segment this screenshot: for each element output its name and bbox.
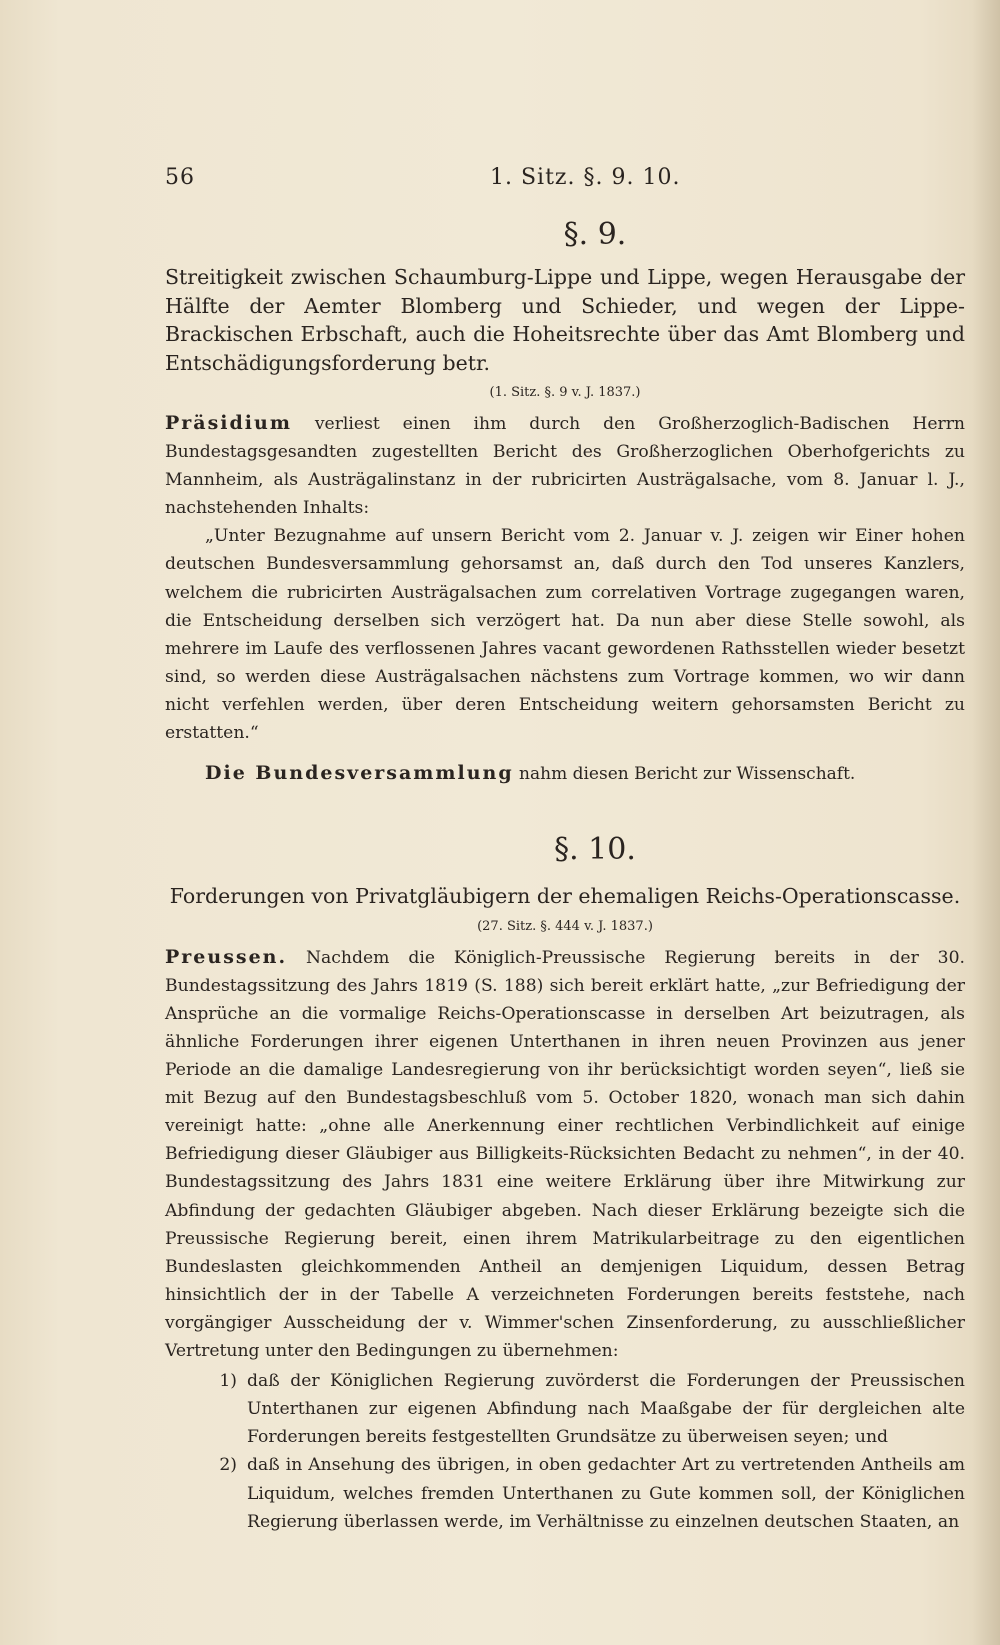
section-10-heading: §. 10. <box>554 832 636 868</box>
section-10-body <box>165 943 965 1365</box>
section-9-intro <box>165 409 965 522</box>
section-9-subject: Streitigkeit zwischen Schaumburg-Lippe und Lippe, wegen Herausgabe der Hälfte der Aemter Blomberg und Schieder, und wegen der Lippe-Brackischen Erbschaft, auch die Hoheitsrechte über das Amt Blomberg und Entschädigungsforderung betr. <box>165 265 965 375</box>
page-content <box>165 205 965 1536</box>
list-item <box>165 1451 965 1535</box>
section-9-result-text: nahm diesen Bericht zur Wissenschaft. <box>519 764 856 785</box>
section-9-heading: §. 9. <box>563 217 627 252</box>
section-9-reference: (1. Sitz. §. 9 v. J. 1837.) <box>489 385 641 400</box>
section-10-reference: (27. Sitz. §. 444 v. J. 1837.) <box>477 918 653 934</box>
running-title: 1. Sitz. §. 9. 10. <box>490 165 681 190</box>
section-9-quote: „Unter Bezugnahme auf unsern Bericht vom 2. Januar v. J. zeigen wir Einer hohen deutschen Bundesversammlung gehorsamst an, daß durch den Tod unseres Kanzlers, welchem die rubricirten Austrägalsachen zum correlativen Vortrage zugegangen waren, die Entscheidung derselben sich verzögert hat. Da nun aber diese Stelle sowohl, als mehrere im Laufe des verflossenen Jahres vacant gewordenen Rathsstellen wieder besetzt sind, so werden diese Austrägalsachen nächstens zum Vortrage kommen, wo wir dann nicht verfehlen werden, über deren Entscheidung weitern gehorsamsten Bericht zu erstatten.“ <box>165 526 965 744</box>
section-10-body-text: Nachdem die Königlich-Preussische Regierung bereits in der 30. Bundestagssitzung des Jahrs 1819 (S. 188) sich bereit erklärt hatte, „zur Befriedigung der Ansprüche an die vormalige Reichs-Operationscasse in derselben Art beizutragen, als ähnliche Forderungen ihrer eigenen Unterthanen in ihren neuen Provinzen aus jener Periode an die damalige Landesregierung von ihr berücksichtigt worden seyen“, ließ sie mit Bezug auf den Bundestagsbeschluß vom 5. October 1820, wonach man sich dahin vereinigt hatte: „ohne alle Anerkennung einer rechtlichen Verbindlichkeit auf einige Befriedigung dieser Gläubiger aus Billigkeits-Rücksichten Bedacht zu nehmen“, in der 40. Bundestagssitzung des Jahrs 1831 eine weitere Erklärung über ihre Mitwirkung zur Abfindung der gedachten Gläubiger abgeben. Nach dieser Erklärung bezeigte sich die Preussische Regierung bereit, einen ihrem Matrikularbeitrage zu den eigentlichen Bundeslasten gleichkommenden Antheil an demjenigen Liquidum, dessen Betrag hinsichtlich der in der Tabelle A verzeichneten Forderungen bereits feststehe, nach vorgängiger Ausscheidung der v. Wimmer'schen Zinsenforderung, zu ausschließlicher Vertretung unter den Bedingungen zu übernehmen: <box>165 947 965 1362</box>
conditions-list <box>165 1367 965 1536</box>
section-9-result <box>165 759 965 788</box>
speaker-bundesversammlung: Die Bundesversammlung <box>205 762 514 785</box>
page-number: 56 <box>165 165 195 190</box>
list-item-text: daß der Königlichen Regierung zuvörderst die Forderungen der Preussischen Unterthanen zur eigenen Abfindung nach Maaßgabe der für dergleichen alte Forderungen bereits festgestellten Grundsätze zu überweisen seyen; und <box>247 1371 965 1448</box>
list-item <box>165 1367 965 1451</box>
speaker-preussen: Preussen. <box>165 945 288 968</box>
section-9-intro-text: verliest einen ihm durch den Großherzoglich-Badischen Herrn Bundestagsgesandten zugestellten Bericht des Großherzoglichen Oberhofgerichts zu Mannheim, als Austrägalinstanz in der rubricirten Austrägalsache, vom 8. Januar l. J., nachstehenden Inhalts: <box>165 414 965 519</box>
speaker-praesidium: Präsidium <box>165 412 292 434</box>
section-10-subject: Forderungen von Privatgläubigern der ehemaligen Reichs-Operationscasse. <box>169 884 961 909</box>
list-item-number: 1) <box>219 1371 237 1392</box>
list-item-number: 2) <box>219 1455 237 1476</box>
running-header <box>165 165 940 201</box>
list-item-text: daß in Ansehung des übrigen, in oben gedachter Art zu vertretenden Antheils am Liquidum, welches fremden Unterthanen zu Gute kommen soll, der Königlichen Regierung überlassen werde, im Verhältnisse zu einzelnen deutschen Staaten, an <box>247 1455 965 1532</box>
page-edge-shadow <box>972 0 1000 1645</box>
